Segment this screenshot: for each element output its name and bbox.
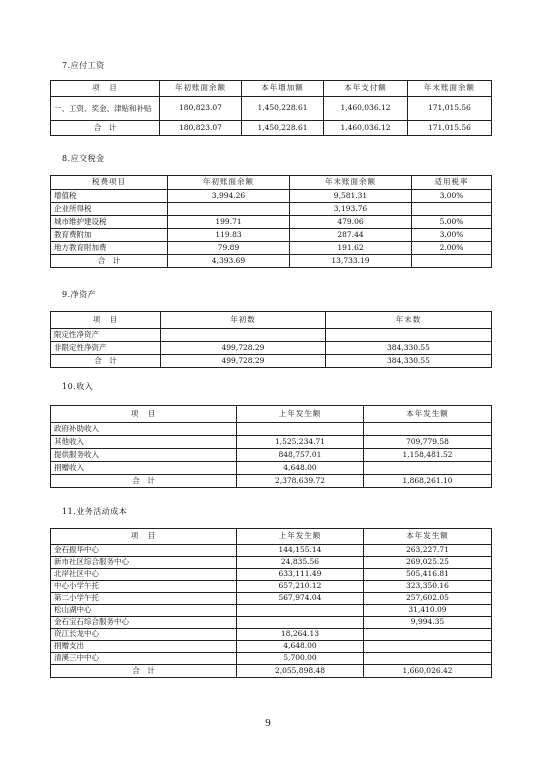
table-row: 非限定性净资产 499,728.29 384,330.55 xyxy=(51,342,492,355)
table-row: 限定性净资产 xyxy=(51,329,492,342)
table-total-row: 合 计 180,823.07 1,450,228.61 1,460,036.12 171,015.56 xyxy=(51,121,492,136)
table-row: 北岸社区中心 633,111.49 505,416.81 xyxy=(51,569,492,581)
col-header: 年初账面余额 xyxy=(160,81,242,97)
table-row: 新市社区综合服务中心 24,835.56 269,025.25 xyxy=(51,557,492,569)
table-income xyxy=(50,405,492,488)
table-total-row: 合 计 4,393.69 13,733.19 xyxy=(51,255,492,268)
col-header: 年末数 xyxy=(326,312,492,329)
table-row: 城市维护建设税 199.71 479.06 5.00% xyxy=(51,216,492,229)
col-header: 项 目 xyxy=(51,312,161,329)
table-row: 地方教育附加费 79.89 191.62 2.00% xyxy=(51,242,492,255)
col-header: 年末账面余额 xyxy=(290,176,412,190)
col-header: 年初数 xyxy=(161,312,326,329)
section-7-title: 7.应付工资 xyxy=(62,61,105,70)
col-header: 本年支付额 xyxy=(324,81,408,97)
table-total-row: 合 计 499,728.29 384,330.55 xyxy=(51,355,492,368)
table-business-costs xyxy=(50,528,492,678)
table-row: 其他收入 1,525,234.71 709,779.58 xyxy=(51,436,492,449)
table-row: 增值税 3,994.26 9,581.31 3.00% xyxy=(51,190,492,203)
col-header: 年末账面余额 xyxy=(408,81,492,97)
col-header: 项 目 xyxy=(51,81,160,97)
col-header: 税费项目 xyxy=(51,176,168,190)
table-total-row: 合 计 2,378,639.72 1,868,261.10 xyxy=(51,475,492,488)
table-payable-wages xyxy=(50,80,492,136)
col-header: 本年发生额 xyxy=(364,406,492,423)
table-row: 中心小学午托 657,210.12 323,350.16 xyxy=(51,581,492,593)
table-row: 金石宝石综合服务中心 9,994.35 xyxy=(51,617,492,629)
col-header: 适用税率 xyxy=(412,176,492,190)
section-9-title: 9.净资产 xyxy=(62,290,97,299)
col-header: 上年发生额 xyxy=(237,406,364,423)
table-net-assets xyxy=(50,311,492,368)
table-row: 企业所得税 3,193.76 xyxy=(51,203,492,216)
col-header: 项 目 xyxy=(51,406,237,423)
table-row: 松山湖中心 31,410.09 xyxy=(51,605,492,617)
col-header: 本年发生额 xyxy=(364,529,492,545)
table-row: 资江长龙中心 18,264.13 xyxy=(51,629,492,641)
table-total-row: 合 计 2,055,898.48 1,660,026.42 xyxy=(51,665,492,678)
section-8-title: 8.应交税金 xyxy=(62,154,105,163)
table-row: 提供服务收入 848,757.01 1,158,481.52 xyxy=(51,449,492,462)
table-taxes-payable xyxy=(50,175,492,268)
table-row: 政府补助收入 xyxy=(51,423,492,436)
col-header: 上年发生额 xyxy=(237,529,364,545)
page-number: 9 xyxy=(265,717,271,729)
table-row: 金石振华中心 144,155.14 263,227.71 xyxy=(51,545,492,557)
table-row: 捐赠支出 4,648.00 xyxy=(51,641,492,653)
table-row: 一、工资、奖金、津贴和补贴 180,823.07 1,450,228.61 1,460,036.12 171,015.56 xyxy=(51,97,492,121)
table-row: 清溪三中中心 5,700.00 xyxy=(51,653,492,665)
col-header: 项 目 xyxy=(51,529,237,545)
table-row: 第二小学午托 567,974.04 257,602.05 xyxy=(51,593,492,605)
table-row: 教育费附加 119.83 287.44 3.00% xyxy=(51,229,492,242)
section-11-title: 11.业务活动成本 xyxy=(62,507,128,516)
section-10-title: 10.收入 xyxy=(62,382,94,391)
table-row: 捐赠收入 4,648.00 xyxy=(51,462,492,475)
col-header: 年初账面余额 xyxy=(168,176,290,190)
col-header: 本年增加额 xyxy=(242,81,324,97)
